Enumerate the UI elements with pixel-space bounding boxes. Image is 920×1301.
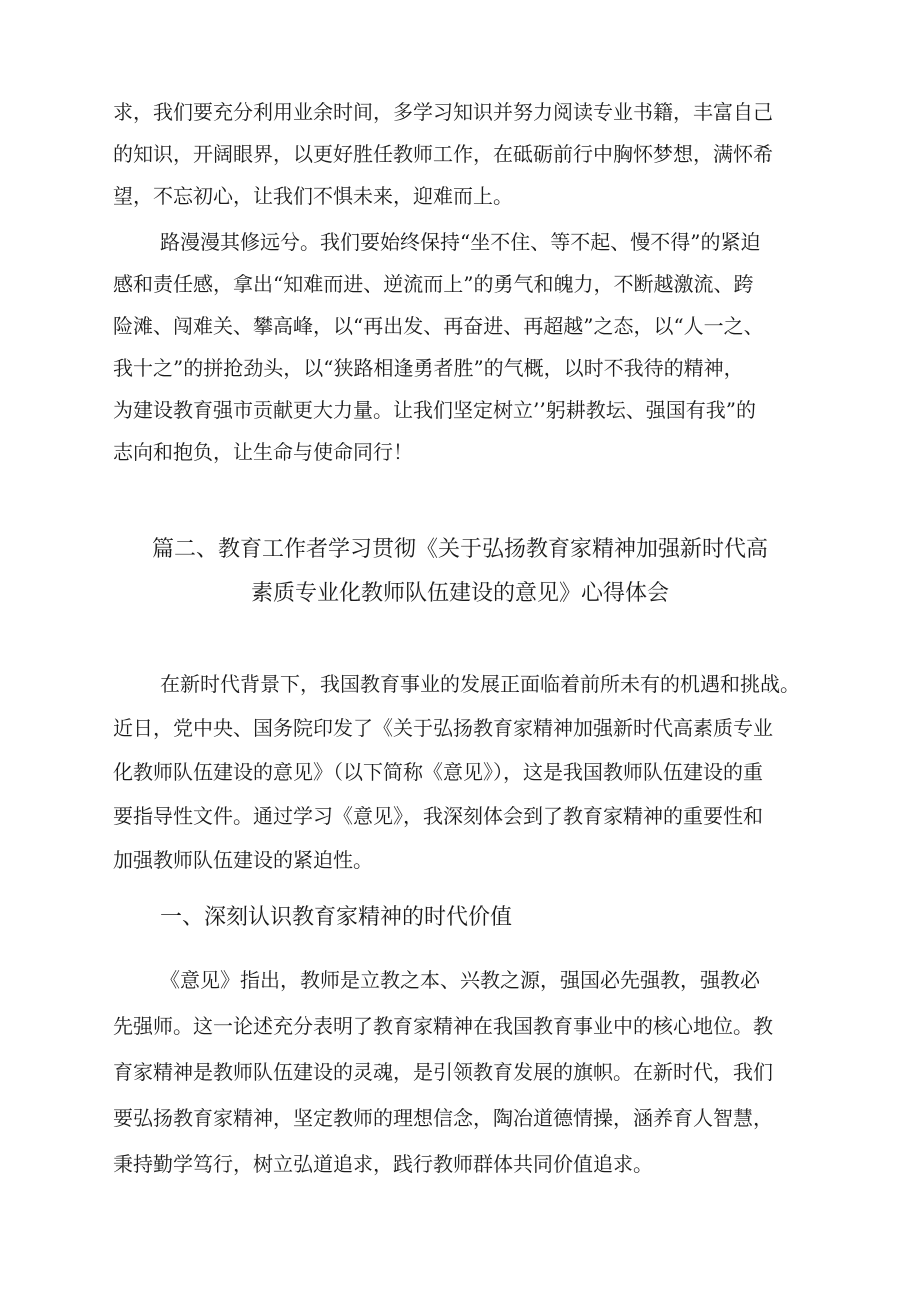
text-line: 险滩、闯难关、攀高峰，以“再出发、再奋进、再超越”之态，以“人一之、 [113, 314, 764, 338]
text-line: 先强师。这一论述充分表明了教育家精神在我国教育事业中的核心地位。教 [113, 1014, 773, 1038]
text-line: 我十之”的拼抢劲头，以“狭路相逢勇者胜”的气概，以时不我待的精神， [113, 356, 744, 380]
text-line: 要弘扬教育家精神，坚定教师的理想信念，陶冶道德情操，涵养育人智慧， [113, 1106, 773, 1130]
text-line: 育家精神是教师队伍建设的灵魂，是引领教育发展的旗帜。在新时代，我们 [113, 1060, 773, 1084]
heading-line: 素质专业化教师队伍建设的意见》心得体会 [250, 581, 669, 606]
text-line: 在新时代背景下，我国教育事业的发展正面临着前所未有的机遇和挑战。 [160, 672, 800, 696]
text-line: 秉持勤学笃行，树立弘道追求，践行教师群体共同价值追求。 [113, 1152, 653, 1176]
text-line: 要指导性文件。通过学习《意见》，我深刻体会到了教育家精神的重要性和 [113, 804, 763, 828]
text-line: 望，不忘初心，让我们不惧未来，迎难而上。 [113, 184, 513, 208]
text-line: 化教师队伍建设的意见》（以下简称《意见》），这是我国教师队伍建设的重 [113, 760, 763, 784]
text-line: 近日，党中央、国务院印发了《关于弘扬教育家精神加强新时代高素质专业 [113, 716, 773, 740]
text-line: 《意见》指出，教师是立教之本、兴教之源，强国必先强教，强教必 [160, 968, 760, 992]
section-heading: 一、深刻认识教育家精神的时代价值 [160, 905, 513, 930]
text-line: 的知识，开阔眼界，以更好胜任教师工作，在砥砺前行中胸怀梦想，满怀希 [113, 142, 773, 166]
heading-line: 篇二、教育工作者学习贯彻《关于弘扬教育家精神加强新时代高 [151, 537, 768, 562]
text-line: 求，我们要充分利用业余时间，多学习知识并努力阅读专业书籍，丰富自己 [113, 100, 773, 124]
text-line: 加强教师队伍建设的紧迫性。 [113, 848, 373, 872]
text-line: 路漫漫其修远兮。我们要始终保持“坐不住、等不起、慢不得”的紧迫 [160, 230, 761, 254]
text-line: 志向和抱负，让生命与使命同行！ [113, 440, 413, 464]
text-line: 为建设教育强市贡献更大力量。让我们坚定树立’’躬耕教坛、强国有我”的 [113, 398, 756, 422]
text-line: 感和责任感，拿出“知难而进、逆流而上”的勇气和魄力，不断越激流、跨 [113, 272, 754, 296]
